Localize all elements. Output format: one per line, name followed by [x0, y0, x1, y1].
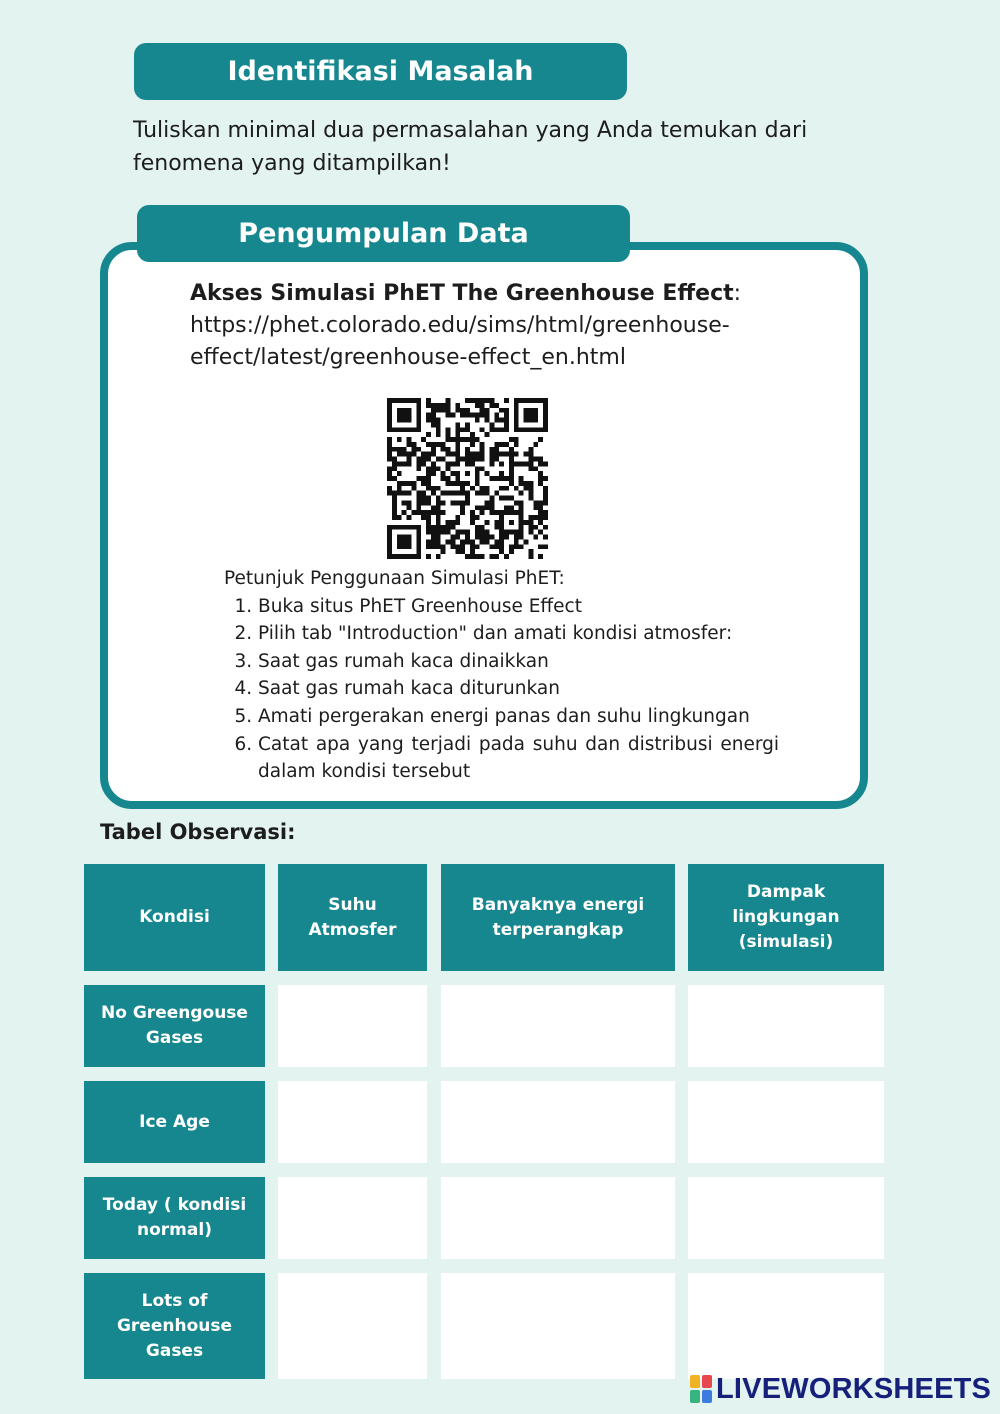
instructions-heading: Petunjuk Penggunaan Simulasi PhET:: [224, 568, 565, 589]
row-label: Today ( kondisi normal): [84, 1177, 265, 1259]
answer-cell[interactable]: [278, 1273, 427, 1379]
header-suhu: Suhu Atmosfer: [278, 864, 427, 971]
logo-text: LIVEWORKSHEETS: [716, 1372, 992, 1405]
answer-cell[interactable]: [688, 985, 884, 1067]
answer-cell[interactable]: [688, 1081, 884, 1163]
answer-cell[interactable]: [688, 1273, 884, 1379]
step-item: 2. Pilih tab "Introduction" dan amati kondisi atmosfer:: [258, 620, 779, 648]
step-item: 4. Saat gas rumah kaca diturunkan: [258, 675, 779, 703]
section-title: Identifikasi Masalah: [227, 56, 534, 87]
access-label: Akses Simulasi PhET The Greenhouse Effect: [190, 281, 734, 306]
answer-cell[interactable]: [688, 1177, 884, 1259]
header-kondisi: Kondisi: [84, 864, 265, 971]
answer-cell[interactable]: [278, 1177, 427, 1259]
simulation-url-line-2[interactable]: effect/latest/greenhouse-effect_en.html: [190, 345, 626, 370]
intro-instruction: [133, 114, 853, 180]
row-label: No Greengouse Gases: [84, 985, 265, 1067]
step-item: 3. Saat gas rumah kaca dinaikkan: [258, 648, 779, 676]
answer-cell[interactable]: [441, 985, 675, 1067]
liveworksheets-logo: [690, 1373, 991, 1405]
section-header-pengumpulan: [137, 205, 630, 262]
access-info: [190, 278, 830, 374]
answer-cell[interactable]: [278, 1081, 427, 1163]
intro-line-1: Tuliskan minimal dua permasalahan yang Anda temukan dari: [133, 118, 808, 143]
instruction-steps: [224, 593, 779, 786]
access-colon: :: [733, 281, 742, 306]
step-item: 1. Buka situs PhET Greenhouse Effect: [258, 593, 779, 621]
qr-code-icon[interactable]: [387, 398, 548, 559]
header-dampak: Dampak lingkungan (simulasi): [688, 864, 884, 971]
step-item: 5. Amati pergerakan energi panas dan suhu lingkungan: [258, 703, 779, 731]
table-title: Tabel Observasi:: [100, 820, 296, 844]
answer-cell[interactable]: [441, 1081, 675, 1163]
section-header-identifikasi: [134, 43, 627, 100]
instructions-block: [224, 565, 779, 786]
intro-line-2: fenomena yang ditampilkan!: [133, 151, 451, 176]
section-title: Pengumpulan Data: [238, 218, 529, 249]
liveworksheets-logo-icon: [690, 1375, 712, 1403]
row-label: Lots of Greenhouse Gases: [84, 1273, 265, 1379]
row-label: Ice Age: [84, 1081, 265, 1163]
header-energi: Banyaknya energi terperangkap: [441, 864, 675, 971]
answer-cell[interactable]: [441, 1273, 675, 1379]
answer-cell[interactable]: [278, 985, 427, 1067]
answer-cell[interactable]: [441, 1177, 675, 1259]
step-item: 6. Catat apa yang terjadi pada suhu dan distribusi energi dalam kondisi tersebut: [258, 731, 779, 786]
simulation-url-line-1[interactable]: https://phet.colorado.edu/sims/html/greenhouse-: [190, 313, 730, 338]
